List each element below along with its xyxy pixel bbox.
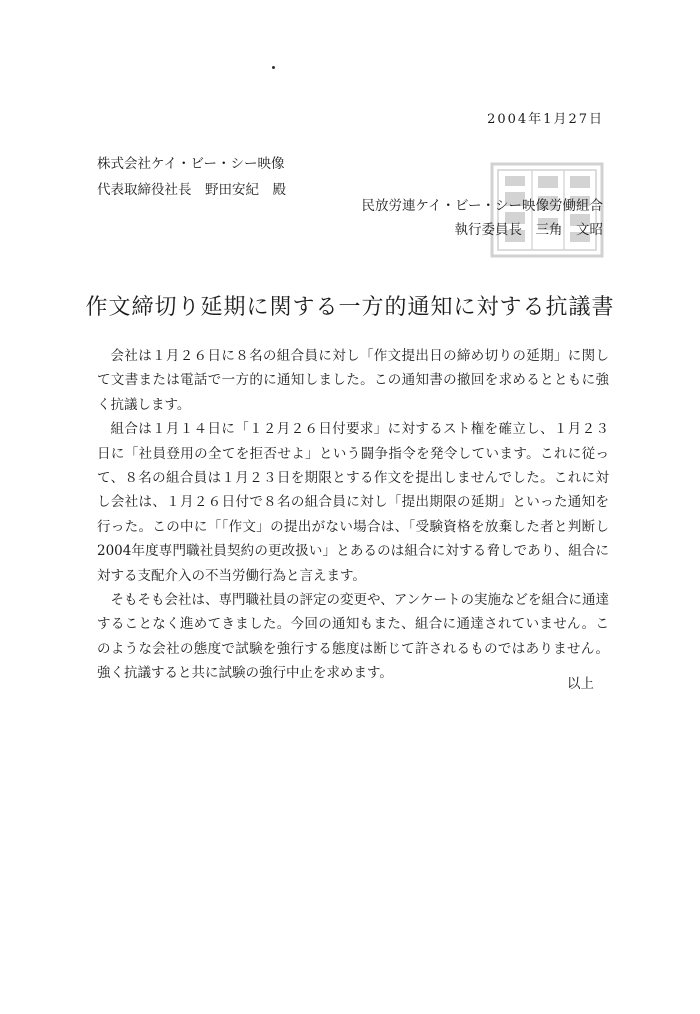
sender-chair: 執行委員長 三角 文昭 [454, 222, 603, 238]
document-title: 作文締切り延期に関する一方的通知に対する抗議書 [85, 295, 615, 320]
body-paragraph-1: 会社は１月２６日に８名の組合員に対し「作文提出日の締め切りの延期」に関して文書または電話で一方的に通知しました。この通知書の撤回を求めるとともに強く抗議します。 [97, 348, 609, 413]
addressee-person: 代表取締役社長 野田安紀 殿 [97, 182, 286, 198]
document-date: 2004年1月27日 [487, 112, 604, 127]
closing-remark: 以上 [567, 676, 594, 692]
addressee-block [97, 151, 286, 203]
sender-block [361, 194, 603, 242]
scan-speck [272, 66, 275, 69]
document-body [97, 344, 609, 686]
body-paragraph-3: そもそも会社は、専門職社員の評定の変更や、アンケートの実施などを組合に通達することなく進めてきました。今回の通知もまた、組合に通達されていません。このような会社の態度で試験を強行する態度は断じて許されるものではありません。強く抗議すると共に試験の強行中止を求めます。 [97, 592, 609, 682]
sender-union: 民放労連ケイ・ビー・シー映像労働組合 [361, 198, 603, 214]
body-paragraph-2: 組合は１月１４日に「１２月２６日付要求」に対するスト権を確立し、１月２３日に「社員登用の全てを拒否せよ」という闘争指令を発令しています。これに従って、８名の組合員は１月２３日を期限とする作文を提出しませんでした。これに対し会社は、１月２６日付で８名の組合員に対し「提出期限の延期」といった通知を行った。この中に「「作文」の提出がない場合は、「受験資格を放棄した者と判断し2004年度専門職社員契約の更改扱い」とあるのは組合に対する脅しであり、組合に対する支配介入の不当労働行為と言えます。 [97, 421, 609, 584]
addressee-company: 株式会社ケイ・ビー・シー映像 [97, 156, 285, 172]
